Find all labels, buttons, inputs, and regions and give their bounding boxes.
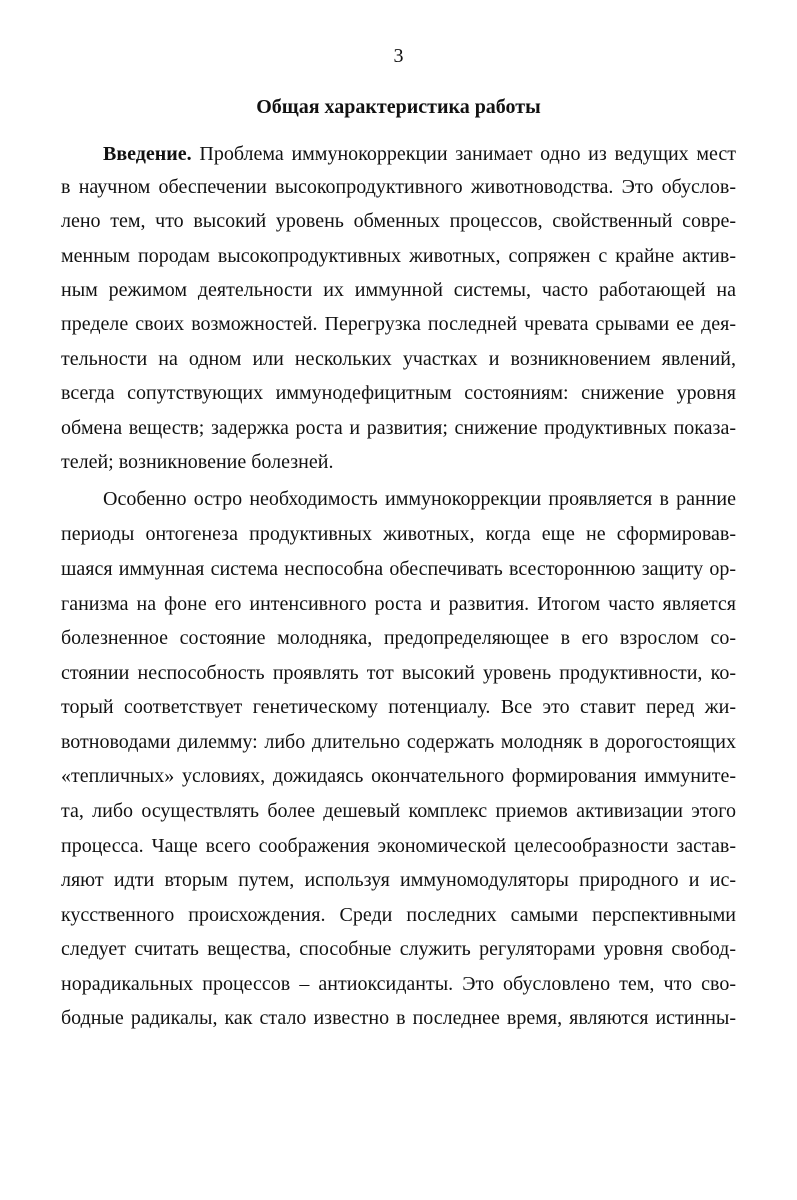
paragraph-line: лено тем, что высокий уровень обменных процессов, свойственный совре-: [61, 210, 736, 232]
paragraph-line: телей; возникновение болезней.: [61, 451, 334, 473]
paragraph-line: ным режимом деятельности их иммунной системы, часто работающей на: [61, 279, 736, 301]
paragraph-line: та, либо осуществлять более дешевый комплекс приемов активизации этого: [61, 800, 736, 822]
paragraph-line: бодные радикалы, как стало известно в последнее время, являются истинны-: [61, 1007, 736, 1029]
paragraph-line: менным породам высокопродуктивных животных, сопряжен с крайне актив-: [61, 245, 736, 267]
paragraph-line: процесса. Чаще всего соображения экономической целесообразности застав-: [61, 835, 736, 857]
paragraph-line: Особенно остро необходимость иммунокоррекции проявляется в ранние: [103, 488, 736, 510]
paragraph-line: шаяся иммунная система неспособна обеспечивать всестороннюю защиту ор-: [61, 558, 736, 580]
paragraph-line: болезненное состояние молодняка, предопределяющее в его взрослом со-: [61, 627, 736, 649]
intro-lead: Введение.: [103, 143, 192, 165]
intro-first-line-text: Проблема иммунокоррекции занимает одно из ведущих мест: [199, 143, 737, 165]
paragraph-line: стоянии неспособность проявлять тот высокий уровень продуктивности, ко-: [61, 662, 736, 684]
page-number: 3: [393, 45, 404, 67]
paragraph-line: кусственного происхождения. Среди последних самыми перспективными: [61, 904, 736, 926]
section-title: Общая характеристика работы: [256, 96, 541, 118]
paragraph-line: вотноводами дилемму: либо длительно содержать молодняк в дорогостоящих: [61, 731, 736, 753]
paragraph-line: [103, 141, 736, 167]
paragraph-line: торый соответствует генетическому потенциалу. Все это ставит перед жи-: [61, 696, 736, 718]
paragraph-line: в научном обеспечении высокопродуктивного животноводства. Это обуслов-: [61, 176, 736, 198]
paragraph-line: норадикальных процессов – антиоксиданты. Это обусловлено тем, что сво-: [61, 973, 736, 995]
paragraph-line: тельности на одном или нескольких участках и возникновением явлений,: [61, 348, 736, 370]
paragraph-line: всегда сопутствующих иммунодефицитным состояниям: снижение уровня: [61, 382, 736, 404]
paragraph-line: обмена веществ; задержка роста и развития; снижение продуктивных показа-: [61, 417, 736, 439]
paragraph-line: ляют идти вторым путем, используя иммуномодуляторы природного и ис-: [61, 869, 736, 891]
paragraph-line: ганизма на фоне его интенсивного роста и развития. Итогом часто является: [61, 593, 736, 615]
paragraph-line: «тепличных» условиях, дожидаясь окончательного формирования иммуните-: [61, 765, 736, 787]
paragraph-line: периоды онтогенеза продуктивных животных, когда еще не сформировав-: [61, 523, 736, 545]
paragraph-line: пределе своих возможностей. Перегрузка последней чревата срывами ее дея-: [61, 313, 736, 335]
paragraph-line: следует считать вещества, способные служить регуляторами уровня свобод-: [61, 938, 736, 960]
